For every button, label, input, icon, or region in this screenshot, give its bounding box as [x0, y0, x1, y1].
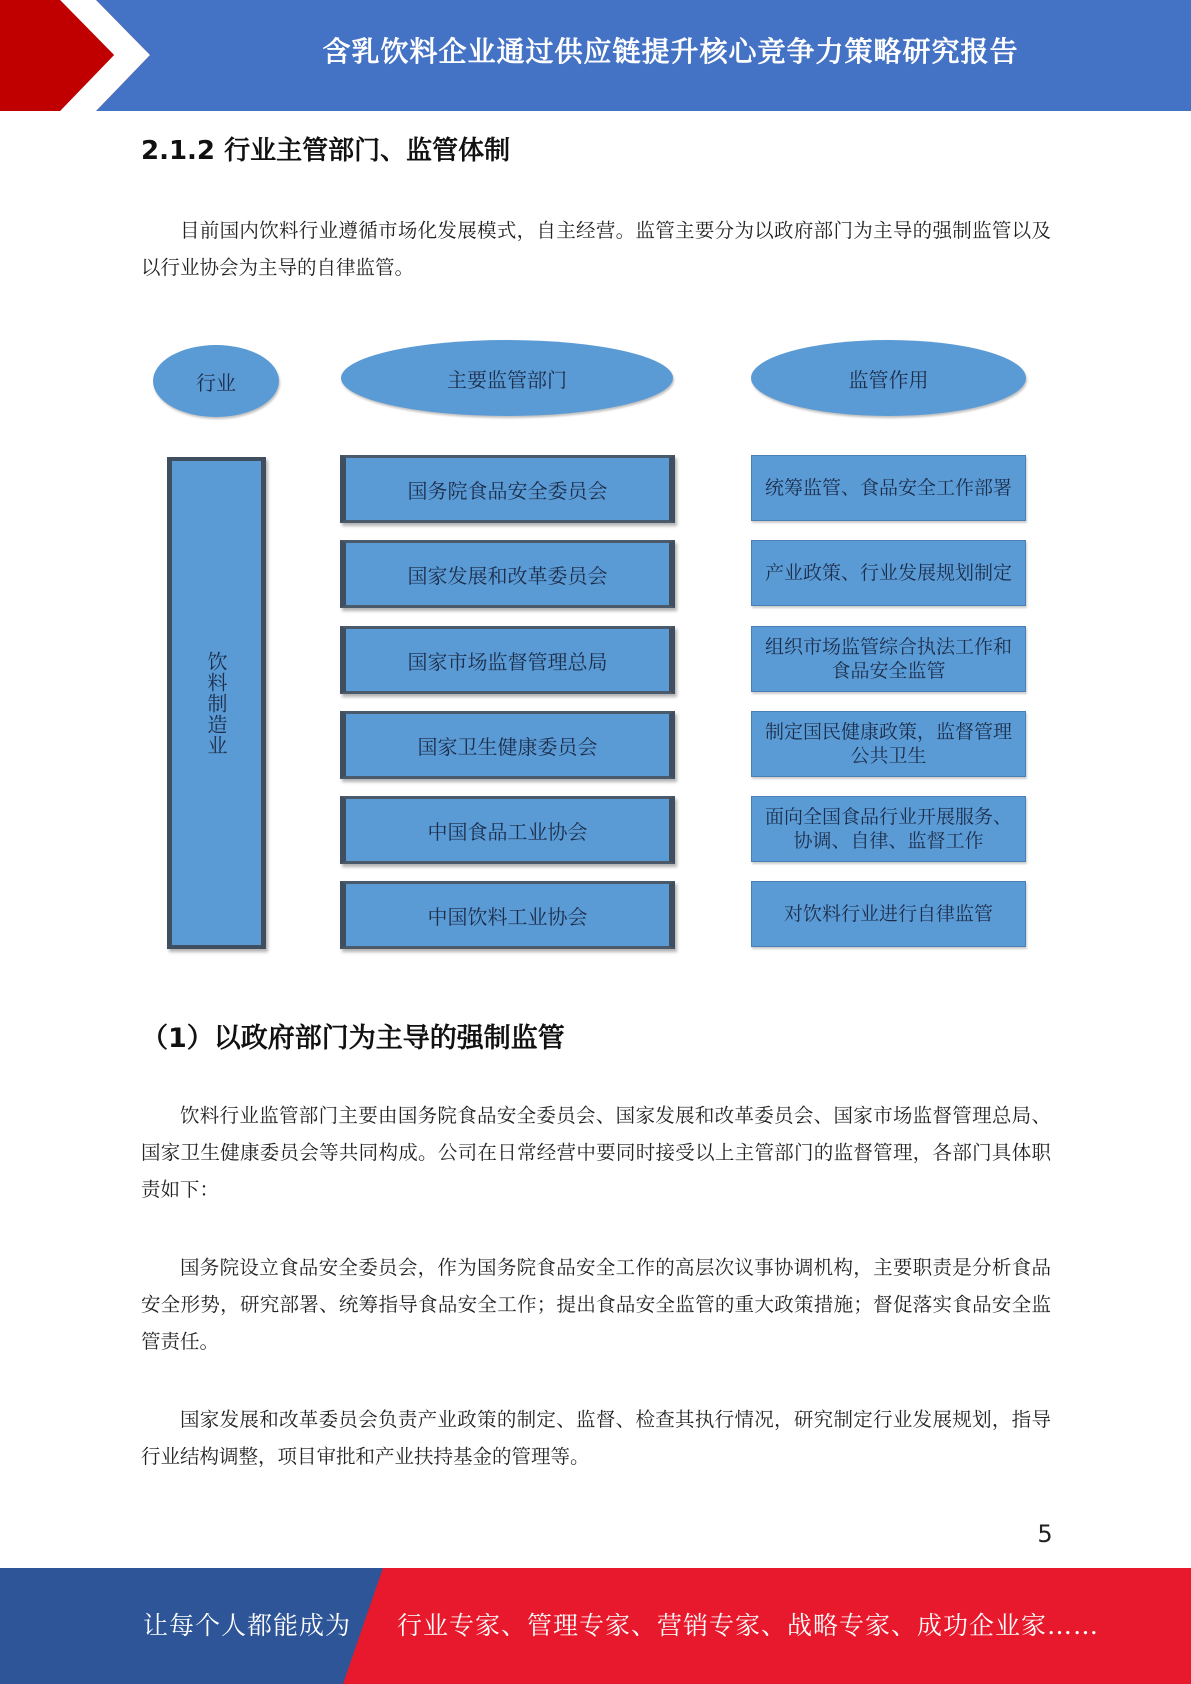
- page-footer: [0, 1568, 1191, 1684]
- page-number: 5: [1037, 1520, 1053, 1548]
- department-box: 国家卫生健康委员会: [340, 711, 675, 779]
- department-box: 中国食品工业协会: [340, 796, 675, 864]
- report-title: 含乳饮料企业通过供应链提升核心竞争力策略研究报告: [322, 35, 1019, 68]
- role-box: 制定国民健康政策，监督管理公共卫生: [751, 711, 1026, 777]
- role-box: 组织市场监管综合执法工作和食品安全监管: [751, 626, 1026, 692]
- department-box: 中国饮料工业协会: [340, 881, 675, 949]
- body-paragraph: 国务院设立食品安全委员会，作为国务院食品安全工作的高层次议事协调机构，主要职责是分析食品安全形势，研究部署、统筹指导食品安全工作；提出食品安全监管的重大政策措施；督促落实食品安全监管责任。: [141, 1256, 1051, 1353]
- section-heading: 2.1.2 行业主管部门、监管体制: [141, 136, 511, 166]
- footer-slogan-right: 行业专家、管理专家、营销专家、战略专家、成功企业家……: [397, 1611, 1100, 1640]
- roles-header-ellipse: [751, 340, 1026, 416]
- industry-header-ellipse: [153, 345, 279, 417]
- role-box: 对饮料行业进行自律监管: [751, 881, 1026, 947]
- industry-name: 饮料制造业: [204, 650, 228, 756]
- intro-paragraph: 目前国内饮料行业遵循市场化发展模式，自主经营。监管主要分为以政府部门为主导的强制监管以及以行业协会为主导的自律监管。: [141, 219, 1051, 279]
- industry-header-label: 行业: [196, 370, 236, 395]
- departments-header-label: 主要监管部门: [447, 367, 567, 392]
- page-header: [0, 0, 1191, 111]
- body-paragraph: 国家发展和改革委员会负责产业政策的制定、监督、检查其执行情况，研究制定行业发展规划，指导行业结构调整，项目审批和产业扶持基金的管理等。: [141, 1408, 1051, 1468]
- footer-slogan-left: 让每个人都能成为: [143, 1611, 352, 1640]
- department-box: 国家市场监督管理总局: [340, 626, 675, 694]
- role-box: 面向全国食品行业开展服务、协调、自律、监督工作: [751, 796, 1026, 862]
- role-box: 产业政策、行业发展规划制定: [751, 540, 1026, 606]
- body-paragraph: 饮料行业监管部门主要由国务院食品安全委员会、国家发展和改革委员会、国家市场监督管理总局、国家卫生健康委员会等共同构成。公司在日常经营中要同时接受以上主管部门的监督管理，各部门具体职责如下：: [141, 1104, 1051, 1201]
- subsection-heading: （1）以政府部门为主导的强制监管: [141, 1023, 565, 1054]
- role-box: 统筹监管、食品安全工作部署: [751, 455, 1026, 521]
- departments-header-ellipse: [341, 340, 673, 416]
- industry-bar: [167, 457, 266, 949]
- department-box: 国务院食品安全委员会: [340, 455, 675, 523]
- department-box: 国家发展和改革委员会: [340, 540, 675, 608]
- roles-header-label: 监管作用: [848, 367, 929, 392]
